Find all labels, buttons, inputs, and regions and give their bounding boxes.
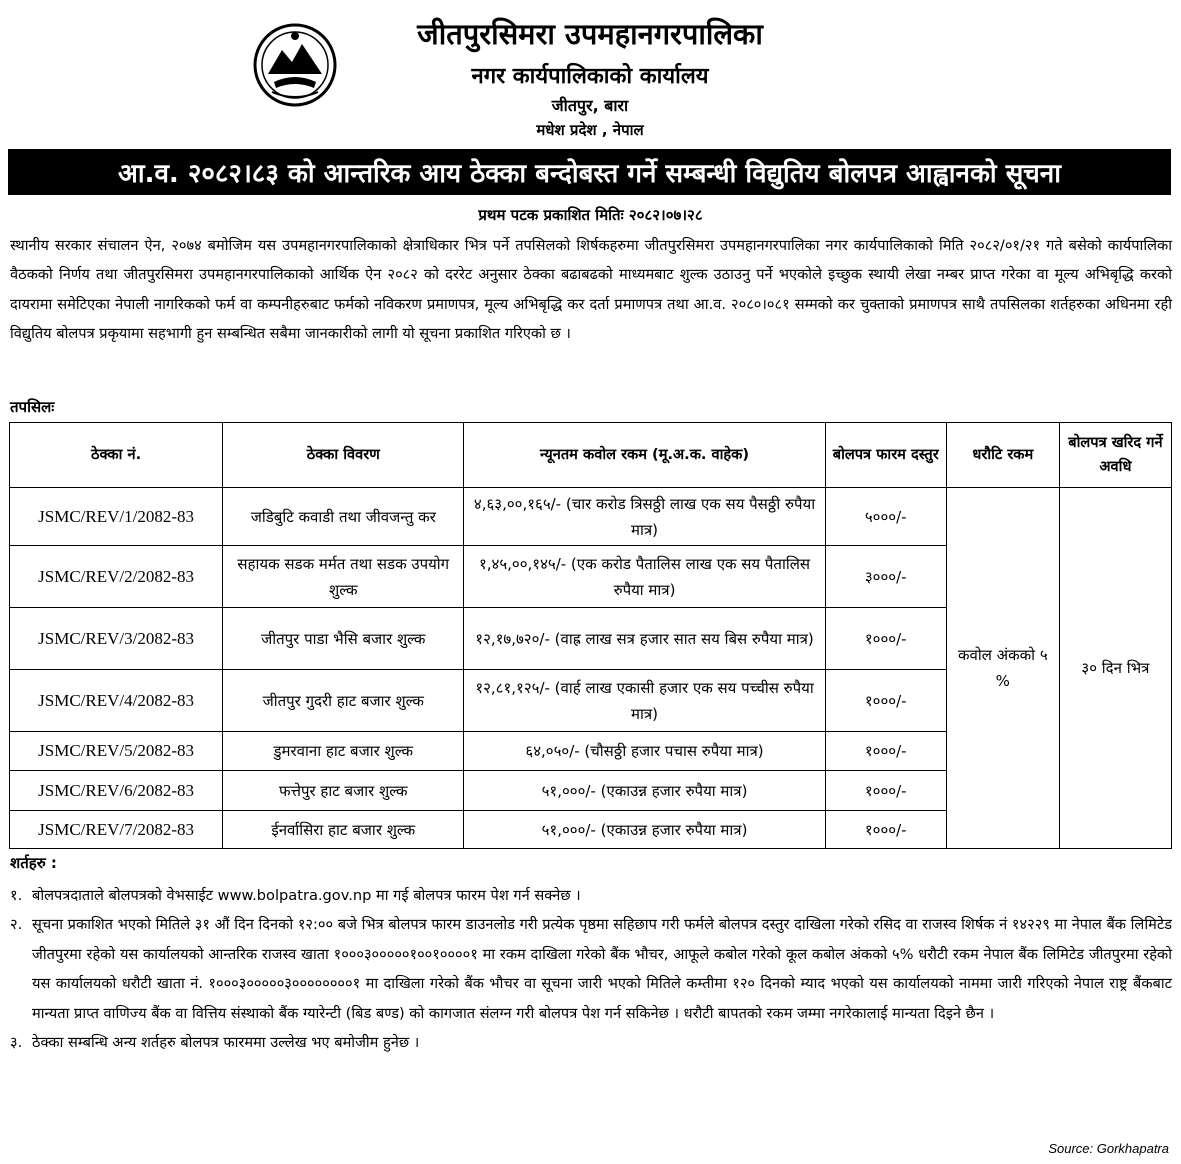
term-number: २. bbox=[10, 916, 23, 934]
nepal-emblem-icon bbox=[252, 22, 338, 108]
contract-fee: १०००/- bbox=[825, 771, 946, 811]
contract-no: JSMC/REV/1/2082-83 bbox=[10, 488, 223, 546]
header-description: ठेक्का विवरण bbox=[223, 423, 464, 488]
term-item bbox=[10, 881, 1172, 910]
contract-fee: १०००/- bbox=[825, 732, 946, 771]
contract-no: JSMC/REV/7/2082-83 bbox=[10, 811, 223, 849]
contract-amount: ४,६३,००,१६५/- (चार करोड त्रिसठ्ठी लाख एक सय पैसठ्ठी रुपैया मात्र) bbox=[464, 488, 825, 546]
contract-description: डुमरवाना हाट बजार शुल्क bbox=[223, 732, 464, 771]
table-header-row bbox=[10, 423, 1172, 488]
contract-amount: ६४,०५०/- (चौसठ्ठी हजार पचास रुपैया मात्र) bbox=[464, 732, 825, 771]
period-cell: ३० दिन भित्र bbox=[1059, 488, 1171, 849]
municipality-title: जीतपुरसिमरा उपमहानगरपालिका bbox=[417, 17, 763, 51]
term-number: १. bbox=[10, 887, 23, 904]
office-title: नगर कार्यपालिकाको कार्यालय bbox=[471, 64, 709, 89]
contract-description: फत्तेपुर हाट बजार शुल्क bbox=[223, 771, 464, 811]
header-deposit: धरौटि रकम bbox=[946, 423, 1059, 488]
schedule-label: तपसिलः bbox=[10, 398, 55, 416]
term-item bbox=[10, 1028, 1172, 1057]
contract-no: JSMC/REV/4/2082-83 bbox=[10, 670, 223, 732]
contract-no: JSMC/REV/2/2082-83 bbox=[10, 546, 223, 608]
header-contract-no: ठेक्का नं. bbox=[10, 423, 223, 488]
contract-amount: ५१,०००/- (एकाउन्न हजार रुपैया मात्र) bbox=[464, 771, 825, 811]
contract-fee: १०००/- bbox=[825, 811, 946, 849]
header-form-fee: बोलपत्र फारम दस्तुर bbox=[825, 423, 946, 488]
term-item bbox=[10, 910, 1172, 1028]
term-text: बोलपत्रदाताले बोलपत्रको वेभसाईट www.bolpatra.gov.np मा गई बोलपत्र फारम पेश गर्न सक्नेछ । bbox=[32, 887, 581, 904]
term-number: ३. bbox=[10, 1034, 23, 1052]
contract-no: JSMC/REV/6/2082-83 bbox=[10, 771, 223, 811]
deposit-cell: कवोल अंकको ५ % bbox=[946, 488, 1059, 849]
contract-fee: १०००/- bbox=[825, 608, 946, 670]
publish-date: प्रथम पटक प्रकाशित मितिः २०८२।०७।२८ bbox=[478, 206, 703, 224]
header-period: बोलपत्र खरिद गर्ने अवधि bbox=[1059, 423, 1171, 488]
contract-description: सहायक सडक मर्मत तथा सडक उपयोग शुल्क bbox=[223, 546, 464, 608]
contract-description: जीतपुर पाडा भैसि बजार शुल्क bbox=[223, 608, 464, 670]
term-text: सूचना प्रकाशित भएको मितिले ३१ औं दिन दिनको १२:०० बजे भित्र बोलपत्र फारम डाउनलोड गरी प्रत्येक पृष्ठमा सहिछाप गरी फर्मले बोलपत्र दस्तुर दाखिला गरेको रसिद वा राजस्व शिर्षक नं १४२२९ मा नेपाल बैंक लिमिटेड जीतपुरमा रहेको यस कार्यालयको आन्तरिक राजस्व खाता १०००३०००००१००१००००१ मा रकम दाखिला गरेको बैंक भौचर, आफूले कबोल गरेको कूल कबोल अंकको ५% धरौटी रकम नेपाल बैंक लिमिटेड जीतपुरमा रहेको यस कार्यालयको धरौटी खाता नं. १०००३०००००३००००००००१ मा दाखिला गरेको बैंक भौचर वा सूचना जारी भएको मितिले कम्तीमा १२० दिनको म्याद भएको यस कार्यालयको नाममा जारी गरिएको नेपाल राष्ट्र बैंकबाट मान्यता प्राप्त वाणिज्य बैंक वा वित्तिय संस्थाको बैंक ग्यारेन्टी (बिड बण्ड) को कागजात संलग्न गरी बोलपत्र पेश गर्न सकिनेछ । धरौटी बापतको रकम जम्मा नगरेकालाई मान्यता दिइने छैन । bbox=[32, 916, 1172, 1022]
contract-no: JSMC/REV/3/2082-83 bbox=[10, 608, 223, 670]
contract-description: ईनर्वासिरा हाट बजार शुल्क bbox=[223, 811, 464, 849]
office-province: मधेश प्रदेश , नेपाल bbox=[536, 121, 644, 139]
header-min-amount: न्यूनतम कवोल रकम (मू.अ.क. वाहेक) bbox=[464, 423, 825, 488]
terms-list bbox=[10, 881, 1172, 1057]
source-credit: Source: Gorkhapatra bbox=[1048, 1141, 1169, 1156]
contract-amount: १२,१७,७२०/- (वाह्र लाख सत्र हजार सात सय बिस रुपैया मात्र) bbox=[464, 608, 825, 670]
contract-fee: ५०००/- bbox=[825, 488, 946, 546]
contract-description: जीतपुर गुदरी हाट बजार शुल्क bbox=[223, 670, 464, 732]
term-text: ठेक्का सम्बन्धि अन्य शर्तहरु बोलपत्र फारममा उल्लेख भए बमोजीम हुनेछ । bbox=[32, 1034, 420, 1052]
contract-description: जडिबुटि कवाडी तथा जीवजन्तु कर bbox=[223, 488, 464, 546]
intro-paragraph: स्थानीय सरकार संचालन ऐन, २०७४ बमोजिम यस उपमहानगरपालिकाको क्षेत्राधिकार भित्र पर्ने तपसिलको शिर्षकहरुमा जीतपुरसिमरा उपमहानगरपालिका नगर कार्यपालिकाको मिति २०८२/०१/२१ गते बसेको कार्यपालिका वैठकको निर्णय तथा जीतपुरसिमरा उपमहानगरपालिकाको आर्थिक ऐन २०८२ को दररेट अनुसार ठेक्का बढाबढको माध्यमबाट शुल्क उठाउनु पर्ने भएकोले इच्छुक स्थायी लेखा नम्बर प्राप्त गरेका वा मूल्य अभिबृद्धि करको दायरामा समेटिएका नेपाली नागरिकको फर्म वा कम्पनीहरुबाट फर्मको नविकरण प्रमाणपत्र, मूल्य अभिबृद्धि कर दर्ता प्रमाणपत्र तथा आ.व. २०८०।०८१ सम्मको कर चुक्ताको प्रमाणपत्र साथै तपसिलका शर्तहरुका अधिनमा रही विद्युतिय बोलपत्र प्रकृयामा सहभागी हुन सम्बन्धित सबैमा जानकारीको लागी यो सूचना प्रकाशित गरिएको छ । bbox=[10, 237, 1172, 343]
tender-table bbox=[9, 422, 1172, 849]
office-address: जीतपुर, बारा bbox=[551, 96, 629, 115]
table-row bbox=[10, 488, 1172, 546]
notice-banner: आ.व. २०८२।८३ को आन्तरिक आय ठेक्का बन्दोबस्त गर्ने सम्बन्धी विद्युतिय बोलपत्र आह्वानको सूचना bbox=[8, 149, 1171, 195]
contract-fee: १०००/- bbox=[825, 670, 946, 732]
terms-heading: शर्तहरु : bbox=[10, 854, 57, 872]
contract-fee: ३०००/- bbox=[825, 546, 946, 608]
contract-no: JSMC/REV/5/2082-83 bbox=[10, 732, 223, 771]
contract-amount: १२,८१,१२५/- (वार्ह लाख एकासी हजार एक सय पच्चीस रुपैया मात्र) bbox=[464, 670, 825, 732]
contract-amount: ५१,०००/- (एकाउन्न हजार रुपैया मात्र) bbox=[464, 811, 825, 849]
contract-amount: १,४५,००,१४५/- (एक करोड पैतालिस लाख एक सय पैतालिस रुपैया मात्र) bbox=[464, 546, 825, 608]
